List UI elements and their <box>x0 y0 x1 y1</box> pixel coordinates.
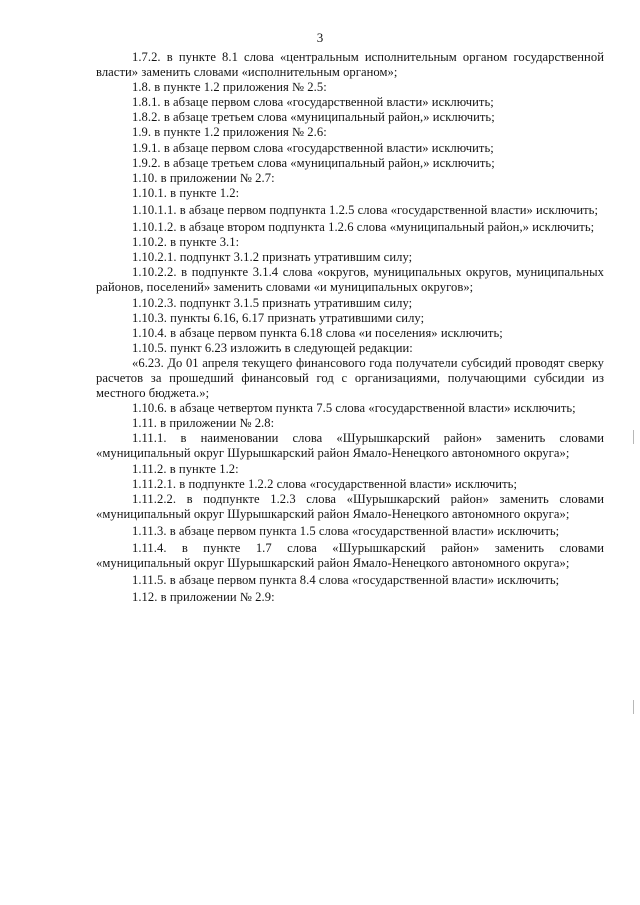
paragraph-1-10: 1.10. в приложении № 2.7: <box>132 170 275 185</box>
document-body <box>96 50 604 605</box>
paragraph-1-10-1-1: 1.10.1.1. в абзаце первом подпункта 1.2.5 слова «государственной власти» исключить; <box>132 202 599 217</box>
paragraph-1-10-1: 1.10.1. в пункте 1.2: <box>132 185 240 200</box>
paragraph-1-9-1: 1.9.1. в абзаце первом слова «государственной власти» исключить; <box>132 140 494 155</box>
paragraph-1-11-2-1: 1.11.2.1. в подпункте 1.2.2 слова «государственной власти» исключить; <box>132 476 517 491</box>
paragraph-6-23: «6.23. До 01 апреля текущего финансового года получатели субсидий проводят сверку расчетов за прошедший финансовый год с организациями, получающими субсидии из местного бюджета.»; <box>96 355 604 401</box>
paragraph-1-11-3: 1.11.3. в абзаце первом пункта 1.5 слова «государственной власти» исключить; <box>132 523 560 538</box>
scan-edge-mark <box>633 700 634 714</box>
paragraph-1-10-1-2: 1.10.1.2. в абзаце втором подпункта 1.2.6 слова «муниципальный район,» исключить; <box>132 220 595 235</box>
paragraph-1-11-4: 1.11.4. в пункте 1.7 слова «Шурышкарский район» заменить словами «муниципальный округ Шурышкарский район Ямало-Ненецкого автономного округа»; <box>96 541 604 571</box>
paragraph-1-8-2: 1.8.2. в абзаце третьем слова «муниципальный район,» исключить; <box>132 110 495 125</box>
paragraph-1-11-2: 1.11.2. в пункте 1.2: <box>132 461 239 476</box>
paragraph-1-11-5: 1.11.5. в абзаце первом пункта 8.4 слова «государственной власти» исключить; <box>132 573 560 588</box>
paragraph-1-9: 1.9. в пункте 1.2 приложения № 2.6: <box>132 125 327 140</box>
paragraph-1-7-2: 1.7.2. в пункте 8.1 слова «центральным исполнительным органом государственной власти» заменить словами «исполнительным органом»; <box>96 50 604 80</box>
paragraph-1-8: 1.8. в пункте 1.2 приложения № 2.5: <box>132 80 327 95</box>
paragraph-1-10-6: 1.10.6. в абзаце четвертом пункта 7.5 слова «государственной власти» исключить; <box>132 401 576 416</box>
paragraph-1-10-2-1: 1.10.2.1. подпункт 3.1.2 признать утратившим силу; <box>132 250 413 265</box>
paragraph-1-9-2: 1.9.2. в абзаце третьем слова «муниципальный район,» исключить; <box>132 155 495 170</box>
paragraph-1-11-2-2: 1.11.2.2. в подпункте 1.2.3 слова «Шурышкарский район» заменить словами «муниципальный округ Шурышкарский район Ямало-Ненецкого автономного округа»; <box>96 491 604 521</box>
page-number: 3 <box>316 30 324 45</box>
paragraph-1-11: 1.11. в приложении № 2.8: <box>132 416 275 431</box>
paragraph-1-11-1: 1.11.1. в наименовании слова «Шурышкарский район» заменить словами «муниципальный округ Шурышкарский район Ямало-Ненецкого автономного округа»; <box>96 431 604 461</box>
paragraph-1-10-3: 1.10.3. пункты 6.16, 6.17 признать утратившими силу; <box>132 310 425 325</box>
paragraph-1-8-1: 1.8.1. в абзаце первом слова «государственной власти» исключить; <box>132 95 494 110</box>
paragraph-1-10-2: 1.10.2. в пункте 3.1: <box>132 235 240 250</box>
paragraph-1-10-2-3: 1.10.2.3. подпункт 3.1.5 признать утратившим силу; <box>132 295 413 310</box>
paragraph-1-12: 1.12. в приложении № 2.9: <box>132 590 275 605</box>
paragraph-1-10-2-2: 1.10.2.2. в подпункте 3.1.4 слова «округов, муниципальных округов, муниципальных районов, поселений» заменить словами «и муниципальных округов»; <box>96 265 604 295</box>
scan-edge-mark <box>633 430 634 444</box>
paragraph-1-10-5: 1.10.5. пункт 6.23 изложить в следующей редакции: <box>132 340 413 355</box>
paragraph-1-10-4: 1.10.4. в абзаце первом пункта 6.18 слова «и поселения» исключить; <box>132 325 503 340</box>
